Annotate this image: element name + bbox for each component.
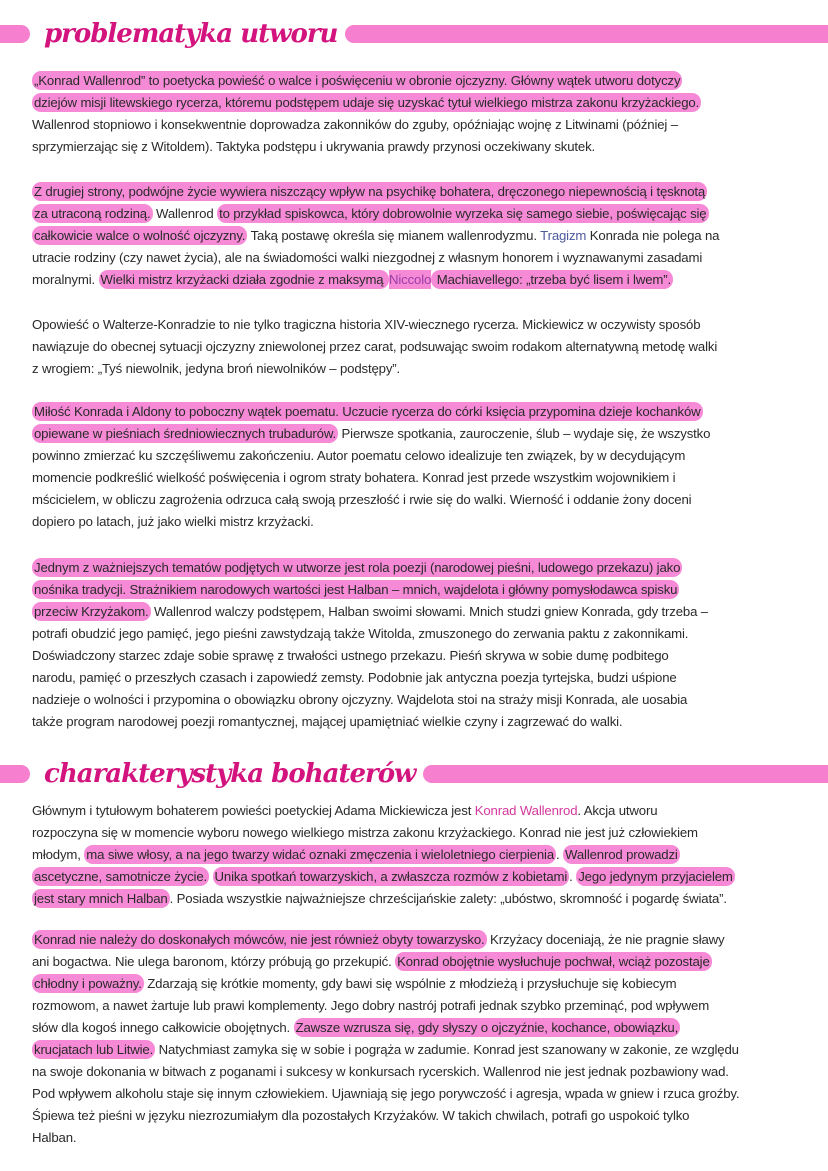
text: Doświadczony starzec zdaje sobie sprawę z trwałości ustnego przekazu. Pieśń skrywa w sobie dumę podbitego: [32, 648, 669, 663]
text: Krzyżacy doceniają, że nie pragnie sławy: [486, 932, 725, 947]
text: Opowieść o Walterze-Konradzie to nie tylko tragiczna historia XIV-wiecznego rycerza. Mickiewicz w oczywisty sposób: [32, 317, 701, 332]
text-line: [32, 645, 812, 667]
text: dopiero po latach, już jako wielki mistrz krzyżacki.: [32, 514, 314, 529]
highlighted-text: Konrad obojętnie wysłuchuje pochwał, wciąż pozostaje: [397, 954, 710, 969]
text-line: [32, 689, 812, 711]
text-line: [32, 995, 812, 1017]
text-line: [32, 401, 812, 423]
header-bar-right: [345, 25, 828, 43]
text-line: [32, 1061, 812, 1083]
highlighted-text: to przykład spiskowca, który dobrowolnie wyrzeka się samego siebie, poświęcając się: [219, 206, 707, 221]
text-line: [32, 579, 812, 601]
text: Pod wpływem alkoholu staje się innym człowiekiem. Ujawniają się jego porywczość i agresja, wpada w gniew i rzuca groźby.: [32, 1086, 740, 1101]
colored-text: Tragizm: [540, 228, 587, 243]
text: .: [556, 847, 564, 862]
text-line: [32, 181, 812, 203]
text: . Posiada wszystkie najważniejsze chrześcijańskie zalety: „ubóstwo, skromność i pogardę świata”.: [169, 891, 727, 906]
highlighted-text: za utraconą rodziną.: [34, 206, 151, 221]
text: Wallenrod walczy podstępem, Halban swoimi słowami. Mnich studzi gniew Konrada, gdy trzeba –: [150, 604, 708, 619]
highlighted-text: dziejów misji litewskiego rycerza, któremu podstępem udaje się uzyskać tytuł wielkiego mistrza zakonu krzyżackiego.: [34, 95, 700, 110]
text: rozmowom, a nawet żartuje lub prawi komplementy. Jego dobry nastrój potrafi jednak szybko przeminąć, pod wpływem: [32, 998, 710, 1013]
highlighted-text: Wielki mistrz krzyżacki działa zgodnie z maksymą: [100, 272, 388, 287]
text: potrafi obudzić jego pamięć, jego pieśni zawstydzają także Witolda, zmuszonego do zerwania paktu z zakonnikami.: [32, 626, 689, 641]
text: Halban.: [32, 1130, 77, 1145]
text-line: [32, 269, 812, 291]
text: Wallenrod: [152, 206, 218, 221]
text-line: [32, 866, 812, 888]
text: . Akcja utworu: [577, 803, 658, 818]
paragraph: [32, 401, 812, 533]
highlighted-text: Wallenrod prowadzi: [565, 847, 678, 862]
highlighted-text: Niccolo: [389, 272, 432, 287]
text: młodym,: [32, 847, 85, 862]
paragraph: [32, 70, 812, 158]
text: Taką postawę określa się mianem wallenrodyzmu.: [247, 228, 541, 243]
text-line: [32, 711, 812, 733]
text-line: [32, 1105, 812, 1127]
section-header-charakterystyka: [0, 752, 828, 796]
highlighted-text: Machiavellego: „trzeba być lisem i lwem”.: [433, 272, 671, 287]
colored-text: Konrad Wallenrod: [474, 803, 578, 818]
paragraph: [32, 929, 812, 1149]
highlighted-text: ma siwe włosy, a na jego twarzy widać oznaki zmęczenia i wieloletniego cierpienia: [86, 847, 555, 862]
text-line: [32, 445, 812, 467]
highlighted-text: Konrad nie należy do doskonałych mówców, nie jest również obyty towarzysko.: [34, 932, 485, 947]
highlighted-text: chłodny i poważny.: [34, 976, 142, 991]
text: rozpoczyna się w momencie wyboru nowego wielkiego mistrza zakonu krzyżackiego. Konrad nie jest już człowiekiem: [32, 825, 698, 840]
text: utracie rodziny (czy nawet życia), ale na świadomości walki niezgodnej z własnym honorem i wyznawanymi zasadami: [32, 250, 703, 265]
highlighted-text: ascetyczne, samotnicze życie.: [34, 869, 208, 884]
text-line: [32, 557, 812, 579]
text: powinno zmierzać ku szczęśliwemu zakończeniu. Autor poematu celowo idealizuje ten związek, by w decydującym: [32, 448, 686, 463]
text-line: [32, 467, 812, 489]
text: narodu, pamięć o przeszłych czasach i zapowiedź zemsty. Podobnie jak antyczna poezja tyrtejska, budzi uśpione: [32, 670, 677, 685]
highlighted-text: Unika spotkań towarzyskich, a zwłaszcza rozmów z kobietami: [214, 869, 568, 884]
text-line: [32, 336, 812, 358]
text: nawiązuje do obecnej sytuacji ojczyzny zniewolonej przez carat, podsuwając swoim rodakom alternatywną metodę walki: [32, 339, 718, 354]
section-title: charakterystyka bohaterów: [44, 759, 416, 789]
highlighted-text: Zawsze wzrusza się, gdy słyszy o ojczyźnie, kochance, obowiązku,: [295, 1020, 679, 1035]
text-line: [32, 511, 812, 533]
highlighted-text: Z drugiej strony, podwójne życie wywiera niszczący wpływ na psychikę bohatera, dręczonego niepewnością i tęsknotą: [34, 184, 706, 199]
text: sprzymierzając się z Witoldem). Taktyka podstępu i ukrywania prawdy przynosi oczekiwany skutek.: [32, 139, 596, 154]
text-line: [32, 314, 812, 336]
text: Zdarzają się krótkie momenty, gdy bawi się wspólnie z młodzieżą i przysłuchuje się kobiecym: [143, 976, 677, 991]
header-bar-left: [0, 765, 30, 783]
highlighted-text: nośnika tradycji. Strażnikiem narodowych wartości jest Halban – mnich, wajdelota i główny pomysłodawca spisku: [34, 582, 678, 597]
text-line: [32, 888, 812, 910]
highlighted-text: „Konrad Wallenrod” to poetycka powieść o walce i poświęceniu w obronie ojczyzny. Główny wątek utworu dotyczy: [34, 73, 681, 88]
text-line: [32, 203, 812, 225]
text: na swoje dokonania w bitwach z poganami i sukcesy w konkursach rycerskich. Wallenrod nie jest jednak pozbawiony wad.: [32, 1064, 729, 1079]
paragraph: [32, 314, 812, 380]
text: także program narodowej poezji romantycznej, mającej upamiętniać wielkie czyny i zagrzewać do walki.: [32, 714, 623, 729]
text-line: [32, 70, 812, 92]
text-line: [32, 623, 812, 645]
text-line: [32, 489, 812, 511]
text: Głównym i tytułowym bohaterem powieści poetyckiej Adama Mickiewicza jest: [32, 803, 475, 818]
text-line: [32, 1127, 812, 1149]
highlighted-text: Miłość Konrada i Aldony to poboczny wątek poematu. Uczucie rycerza do córki księcia przypomina dzieje kochanków: [34, 404, 701, 419]
text-line: [32, 358, 812, 380]
highlighted-text: całkowicie walce o wolność ojczyzny.: [34, 228, 246, 243]
text: z wrogiem: „Tyś niewolnik, jedyna broń niewolników – podstępy”.: [32, 361, 401, 376]
text-line: [32, 1017, 812, 1039]
highlighted-text: Jednym z ważniejszych tematów podjętych w utworze jest rola poezji (narodowej pieśni, ludowego przekazu) jako: [34, 560, 681, 575]
text: nadzieje o wolności i przypomina o obowiązku obrony ojczyzny. Wajdelota stoi na straży misji Konrada, ale uosabia: [32, 692, 688, 707]
text: momencie podkreślić wielkość poświęcenia i ogrom straty bohatera. Konrad jest przede wszystkim wojownikiem i: [32, 470, 676, 485]
text-line: [32, 667, 812, 689]
text: Pierwsze spotkania, zauroczenie, ślub – wydaje się, że wszystko: [338, 426, 711, 441]
paragraph: [32, 557, 812, 733]
text-line: [32, 92, 812, 114]
text: słów dla kogoś innego całkowicie obojętnych.: [32, 1020, 294, 1035]
text-line: [32, 225, 812, 247]
text-line: [32, 1083, 812, 1105]
highlighted-text: Jego jedynym przyjacielem: [578, 869, 733, 884]
highlighted-text: opiewane w pieśniach średniowiecznych trubadurów.: [34, 426, 337, 441]
text-line: [32, 973, 812, 995]
paragraph: [32, 800, 812, 910]
text: .: [569, 869, 577, 884]
text: mścicielem, w obliczu zagrożenia odrzuca całą swoją przeszłość i rwie się do walki. Wierność i oddanie żony doceni: [32, 492, 692, 507]
highlighted-text: jest stary mnich Halban: [34, 891, 168, 906]
text-line: [32, 601, 812, 623]
text: ani bogactwa. Nie ulega baronom, którzy próbują go przekupić.: [32, 954, 396, 969]
highlighted-text: krucjatach lub Litwie.: [34, 1042, 154, 1057]
section-title: problematyka utworu: [44, 19, 338, 49]
text: Śpiewa też pieśni w języku niezrozumiałym dla pozostałych Krzyżaków. W takich chwilach, potrafi go uspokoić tylko: [32, 1108, 690, 1123]
paragraph: [32, 181, 812, 291]
text: Natychmiast zamyka się w sobie i pogrąża w zadumie. Konrad jest szanowany w zakonie, ze względu: [155, 1042, 739, 1057]
text-line: [32, 1039, 812, 1061]
text-line: [32, 136, 812, 158]
text-line: [32, 247, 812, 269]
text-line: [32, 423, 812, 445]
header-bar-left: [0, 25, 30, 43]
text: Wallenrod stopniowo i konsekwentnie doprowadza zakonników do zguby, opóźniając wojnę z Litwinami (później –: [32, 117, 678, 132]
text-line: [32, 114, 812, 136]
header-bar-right: [423, 765, 828, 783]
text-line: [32, 800, 812, 822]
text-line: [32, 822, 812, 844]
text: moralnymi.: [32, 272, 99, 287]
text-line: [32, 844, 812, 866]
text-line: [32, 929, 812, 951]
section-header-problematyka: [0, 12, 828, 56]
text: Konrada nie polega na: [586, 228, 720, 243]
highlighted-text: przeciw Krzyżakom.: [34, 604, 149, 619]
text-line: [32, 951, 812, 973]
